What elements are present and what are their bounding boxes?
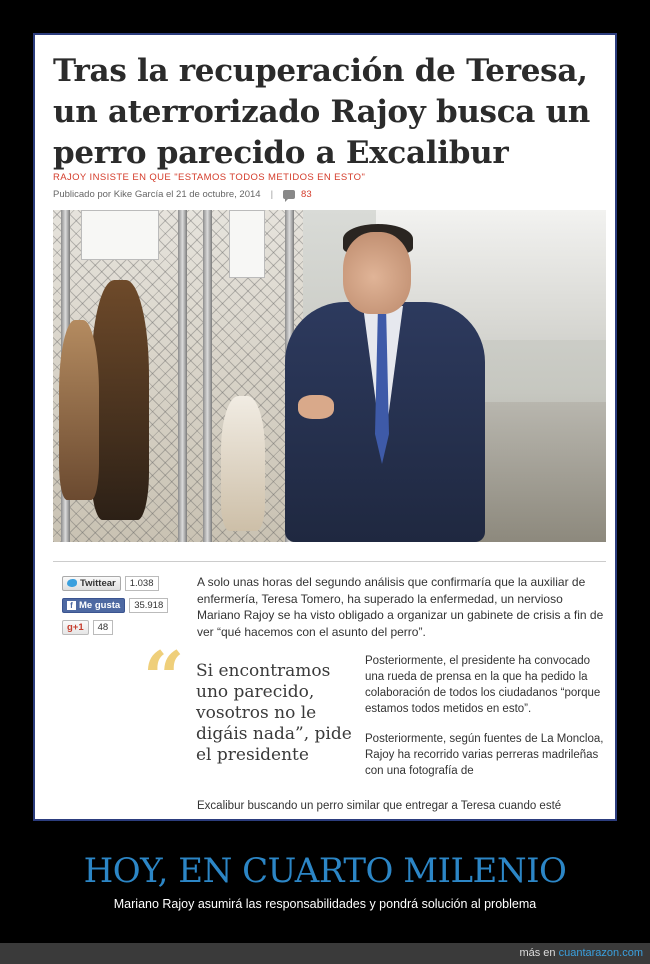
twitter-label: Twittear [80, 577, 116, 589]
meme-subtitle: Mariano Rajoy asumirá las responsabilidades y pondrá solución al problema [113, 897, 537, 911]
site-link[interactable]: cuantarazon.com [558, 947, 643, 959]
twitter-bird-icon [67, 579, 77, 587]
dog-small [59, 320, 99, 500]
dog-large [91, 280, 149, 520]
article-paragraph-3-tail: Excalibur buscando un perro similar que entregar a Teresa cuando esté [197, 800, 562, 812]
article-pullquote: Si encontramos uno parecido, vosotros no le digáis nada”, pide el presidente [196, 661, 352, 765]
twitter-count: 1.038 [125, 576, 159, 591]
social-share-bar [62, 575, 168, 641]
byline-separator: | [270, 189, 274, 200]
man-head [343, 232, 411, 314]
kennel-sign [229, 210, 265, 278]
twitter-button[interactable] [62, 576, 121, 591]
article-lead-paragraph: A solo unas horas del segundo análisis que confirmaría que la auxiliar de enfermería, Teresa Tomero, ha superado la enfermedad, un nervioso Mariano Rajoy se ha visto obligado a organizar un gabinete de crisis a fin de ver “qué hacemos con el asunto del perro”. [197, 575, 604, 639]
meme-card [33, 33, 617, 821]
article-photo [53, 210, 606, 542]
facebook-icon: f [67, 601, 76, 610]
article-column-right [365, 653, 608, 793]
footer-credit [519, 947, 643, 959]
gplus-count: 48 [93, 620, 114, 635]
facebook-row [62, 597, 168, 613]
gplus-button[interactable] [62, 620, 89, 635]
twitter-row [62, 575, 168, 591]
section-divider [53, 561, 606, 562]
article-paragraph-2: Posteriormente, el presidente ha convocado una rueda de prensa en la que ha pedido la colaboración de todos los ciudadanos “porque estamos todos metidos en esto”. [365, 655, 601, 715]
gplus-label: g+1 [67, 621, 84, 633]
facebook-label: Me gusta [79, 599, 121, 611]
headline-line-2: un aterrorizado Rajoy busca un [53, 94, 591, 130]
comment-count[interactable]: 83 [301, 189, 312, 200]
quote-mark-icon: “ [143, 635, 185, 720]
byline-text: Publicado por Kike García el 21 de octubre, 2014 [53, 189, 261, 200]
article-byline [53, 189, 312, 200]
comment-icon[interactable] [283, 190, 295, 199]
article-headline [53, 51, 603, 174]
kennel-sign [81, 210, 159, 260]
article-kicker: RAJOY INSISTE EN QUE "ESTAMOS TODOS METIDOS EN ESTO" [53, 172, 366, 183]
article-paragraph-3: Posteriormente, según fuentes de La Moncloa, Rajoy ha recorrido varias perreras madrileñas con una fotografía de [365, 733, 604, 777]
facebook-like-button[interactable] [62, 598, 125, 613]
headline-line-1: Tras la recuperación de Teresa, [53, 53, 588, 89]
facebook-count: 35.918 [129, 598, 168, 613]
meme-title: HOY, EN CUARTO MILENIO [83, 851, 567, 891]
headline-line-3: perro parecido a Excalibur [53, 135, 509, 171]
fence-post [178, 210, 187, 542]
gplus-row [62, 619, 168, 635]
dog-white [221, 396, 265, 531]
fence-post [203, 210, 212, 542]
footer-prefix: más en [519, 947, 556, 959]
site-footer [0, 943, 650, 964]
man-hand [298, 395, 334, 419]
